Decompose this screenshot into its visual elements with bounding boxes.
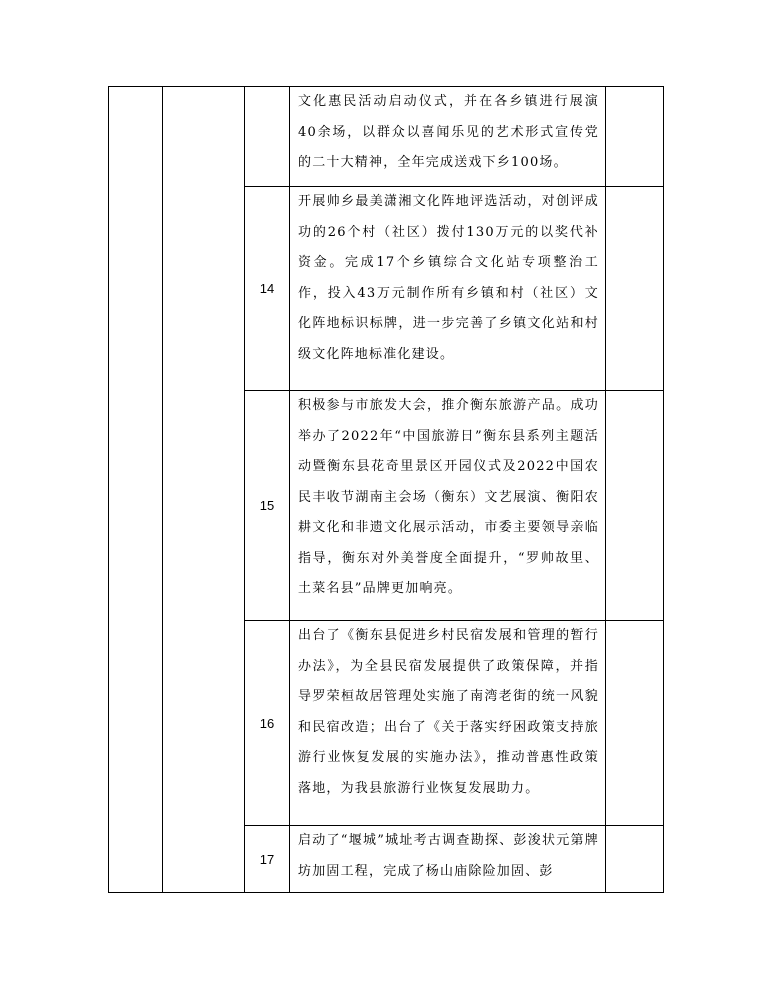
description-cell xyxy=(290,187,606,391)
remark-cell xyxy=(606,187,664,391)
row-number-cell: 14 xyxy=(245,187,290,391)
remark-cell xyxy=(606,621,664,826)
description-text: 文化惠民活动启动仪式，并在各乡镇进行展演40余场，以群众以喜闻乐见的艺术形式宣传党的二十大精神，全年完成送戏下乡100场。 xyxy=(298,94,599,170)
row-number-cell: 17 xyxy=(245,826,290,893)
description-cell xyxy=(290,621,606,826)
report-table xyxy=(108,86,664,893)
category-cell xyxy=(109,87,163,893)
description-text: 开展帅乡最美潇湘文化阵地评选活动，对创评成功的26个村（社区）拨付130万元的以奖代补资金。完成17个乡镇综合文化站专项整治工作，投入43万元制作所有乡镇和村（社区）文化阵地标识标牌，进一步完善了乡镇文化站和村级文化阵地标准化建设。 xyxy=(298,194,599,362)
row-number-cell xyxy=(245,87,290,187)
description-cell xyxy=(290,87,606,187)
remark-cell xyxy=(606,826,664,893)
remark-cell xyxy=(606,87,664,187)
description-text: 积极参与市旅发大会，推介衡东旅游产品。成功举办了2022年“中国旅游日”衡东县系列主题活动暨衡东县花奇里景区开园仪式及2022中国农民丰收节湖南主会场（衡东）文艺展演、衡阳农耕文化和非遗文化展示活动，市委主要领导亲临指导，衡东对外美誉度全面提升，“罗帅故里、土菜名县”品牌更加响亮。 xyxy=(298,398,599,596)
item-cell xyxy=(163,87,245,893)
row-number-cell: 15 xyxy=(245,391,290,621)
description-cell xyxy=(290,826,606,893)
description-text: 启动了“堰城”城址考古调查勘探、彭浚状元第牌坊加固工程，完成了杨山庙除险加固、彭 xyxy=(298,833,599,879)
row-number-cell: 16 xyxy=(245,621,290,826)
description-cell xyxy=(290,391,606,621)
description-text: 出台了《衡东县促进乡村民宿发展和管理的暂行办法》，为全县民宿发展提供了政策保障，并指导罗荣桓故居管理处实施了南湾老街的统一风貌和民宿改造；出台了《关于落实纾困政策支持旅游行业恢复发展的实施办法》，推动普惠性政策落地，为我县旅游行业恢复发展助力。 xyxy=(298,628,599,796)
table-row xyxy=(109,87,664,187)
remark-cell xyxy=(606,391,664,621)
